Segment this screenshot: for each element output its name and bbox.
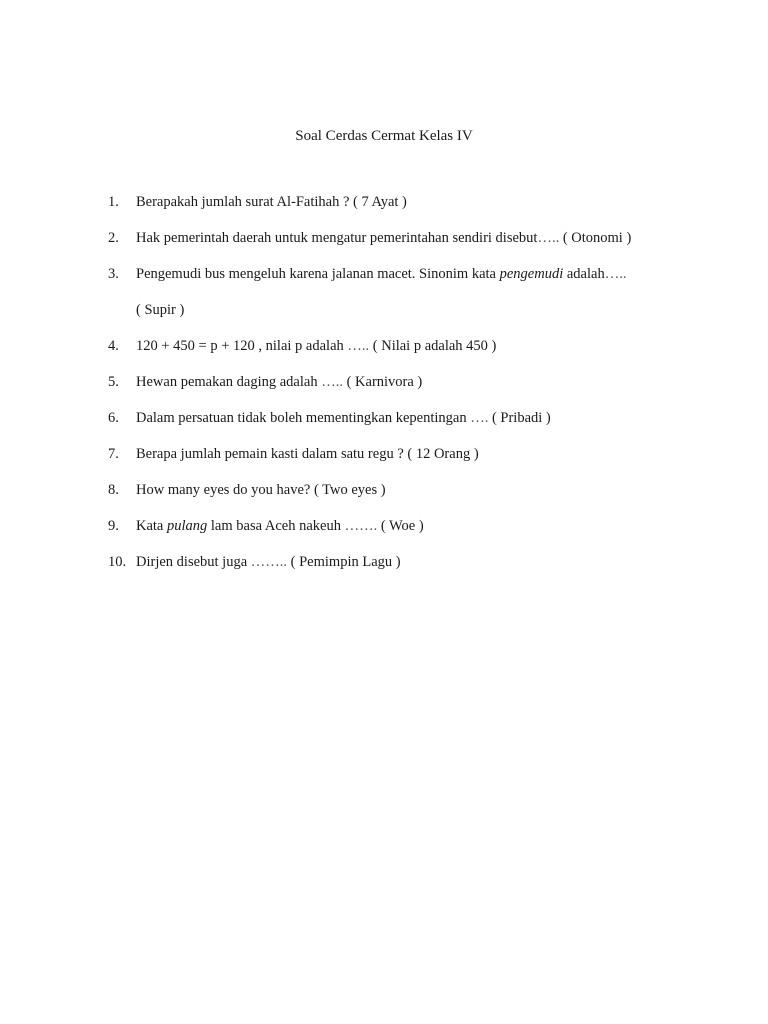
question-number: 1. xyxy=(108,194,119,210)
question-item-4 xyxy=(108,336,728,372)
blank-dots: ….. xyxy=(347,338,370,354)
question-text-part: Kata xyxy=(136,518,167,534)
answer-text: ( Otonomi ) xyxy=(559,230,632,246)
question-item-2 xyxy=(108,228,728,264)
question-text xyxy=(136,372,422,392)
question-text-part: Hewan pemakan daging adalah xyxy=(136,374,322,390)
question-text xyxy=(136,264,626,284)
question-item-3-continuation xyxy=(108,300,728,336)
blank-dots: ….. xyxy=(537,230,560,246)
question-text xyxy=(136,408,551,428)
question-text: How many eyes do you have? ( Two eyes ) xyxy=(136,482,386,498)
question-item-3 xyxy=(108,264,728,300)
question-text xyxy=(136,552,401,572)
question-text-part: 120 + 450 = p + 120 , nilai p adalah xyxy=(136,338,348,354)
question-item-10 xyxy=(108,552,728,588)
question-text xyxy=(136,228,631,248)
answer-text: ( Woe ) xyxy=(377,518,424,534)
blank-dots: …. xyxy=(470,410,489,426)
answer-text: ( Nilai p adalah 450 ) xyxy=(369,338,497,354)
question-number: 9. xyxy=(108,518,119,534)
question-text-part: Dirjen disebut juga xyxy=(136,554,251,570)
question-number: 3. xyxy=(108,266,119,282)
blank-dots: ….. xyxy=(321,374,343,390)
answer-text: ( Supir ) xyxy=(136,302,185,318)
question-item-9 xyxy=(108,516,728,552)
question-number: 5. xyxy=(108,374,119,390)
question-text-part: lam basa Aceh nakeuh xyxy=(207,518,345,534)
question-number: 4. xyxy=(108,338,119,354)
question-text: Berapa jumlah pemain kasti dalam satu regu ? ( 12 Orang ) xyxy=(136,446,479,462)
question-number: 6. xyxy=(108,410,119,426)
question-item-5 xyxy=(108,372,728,408)
question-item-6 xyxy=(108,408,728,444)
question-text-part: Hak pemerintah daerah untuk mengatur pemerintahan sendiri disebut xyxy=(136,230,538,246)
document-title: Soal Cerdas Cermat Kelas IV xyxy=(295,128,473,144)
question-item-7 xyxy=(108,444,728,480)
question-list xyxy=(108,192,728,588)
question-text xyxy=(136,516,424,536)
question-text-part: Pengemudi bus mengeluh karena jalanan macet. Sinonim kata xyxy=(136,266,500,282)
blank-dots: …….. xyxy=(250,554,288,570)
question-number: 8. xyxy=(108,482,119,498)
question-number: 7. xyxy=(108,446,119,462)
answer-text: ( Karnivora ) xyxy=(342,374,423,390)
italic-term: pengemudi xyxy=(499,266,564,282)
italic-term: pulang xyxy=(167,518,208,534)
question-number: 2. xyxy=(108,230,119,246)
blank-dots: ……. xyxy=(344,518,378,534)
answer-text: ( Pemimpin Lagu ) xyxy=(287,554,401,570)
question-text-part: Dalam persatuan tidak boleh mementingkan kepentingan xyxy=(136,410,471,426)
question-item-1 xyxy=(108,192,728,228)
question-text-part: adalah xyxy=(563,266,605,282)
question-number: 10. xyxy=(108,554,127,570)
answer-text: ( Pribadi ) xyxy=(488,410,551,426)
question-text xyxy=(136,336,496,356)
question-item-8 xyxy=(108,480,728,516)
question-text: Berapakah jumlah surat Al-Fatihah ? ( 7 Ayat ) xyxy=(136,194,407,210)
blank-dots: ….. xyxy=(604,266,627,282)
